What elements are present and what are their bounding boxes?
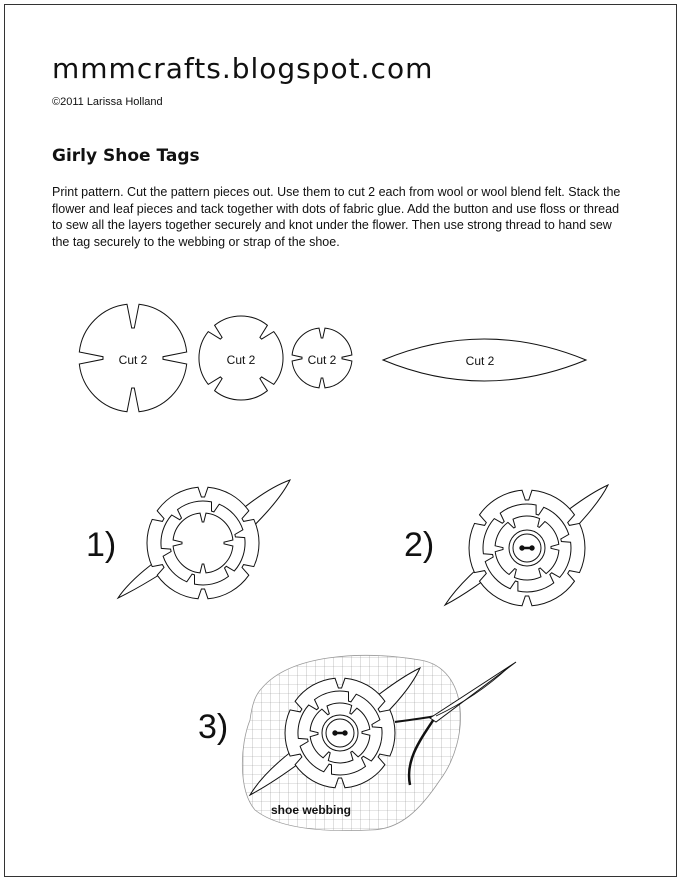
shoe-webbing-label: shoe webbing xyxy=(270,803,352,817)
step1-assembly xyxy=(118,480,290,599)
site-title: mmmcrafts.blogspot.com xyxy=(52,52,434,85)
step1-number: 1) xyxy=(86,526,117,564)
step2-assembly xyxy=(445,485,608,606)
step3-number: 3) xyxy=(198,708,229,746)
instructions-text: Print pattern. Cut the pattern pieces out. Use them to cut 2 each from wool or wool blend felt. Stack the flower and leaf pieces and tack together with dots of fabric glue. Add the button and use floss or thread to sew all the layers together securely and knot under the flower. Then use strong thread to hand sew the tag securely to the webbing or strap of the shoe. xyxy=(52,185,621,249)
large-piece-label: Cut 2 xyxy=(118,353,148,367)
step2-number: 2) xyxy=(404,526,435,564)
leaf-piece-label: Cut 2 xyxy=(465,354,495,368)
small-piece-label: Cut 2 xyxy=(307,353,337,367)
copyright-notice: ©2011 Larissa Holland xyxy=(52,96,163,108)
page-title: Girly Shoe Tags xyxy=(52,146,200,166)
medium-piece-label: Cut 2 xyxy=(226,353,256,367)
